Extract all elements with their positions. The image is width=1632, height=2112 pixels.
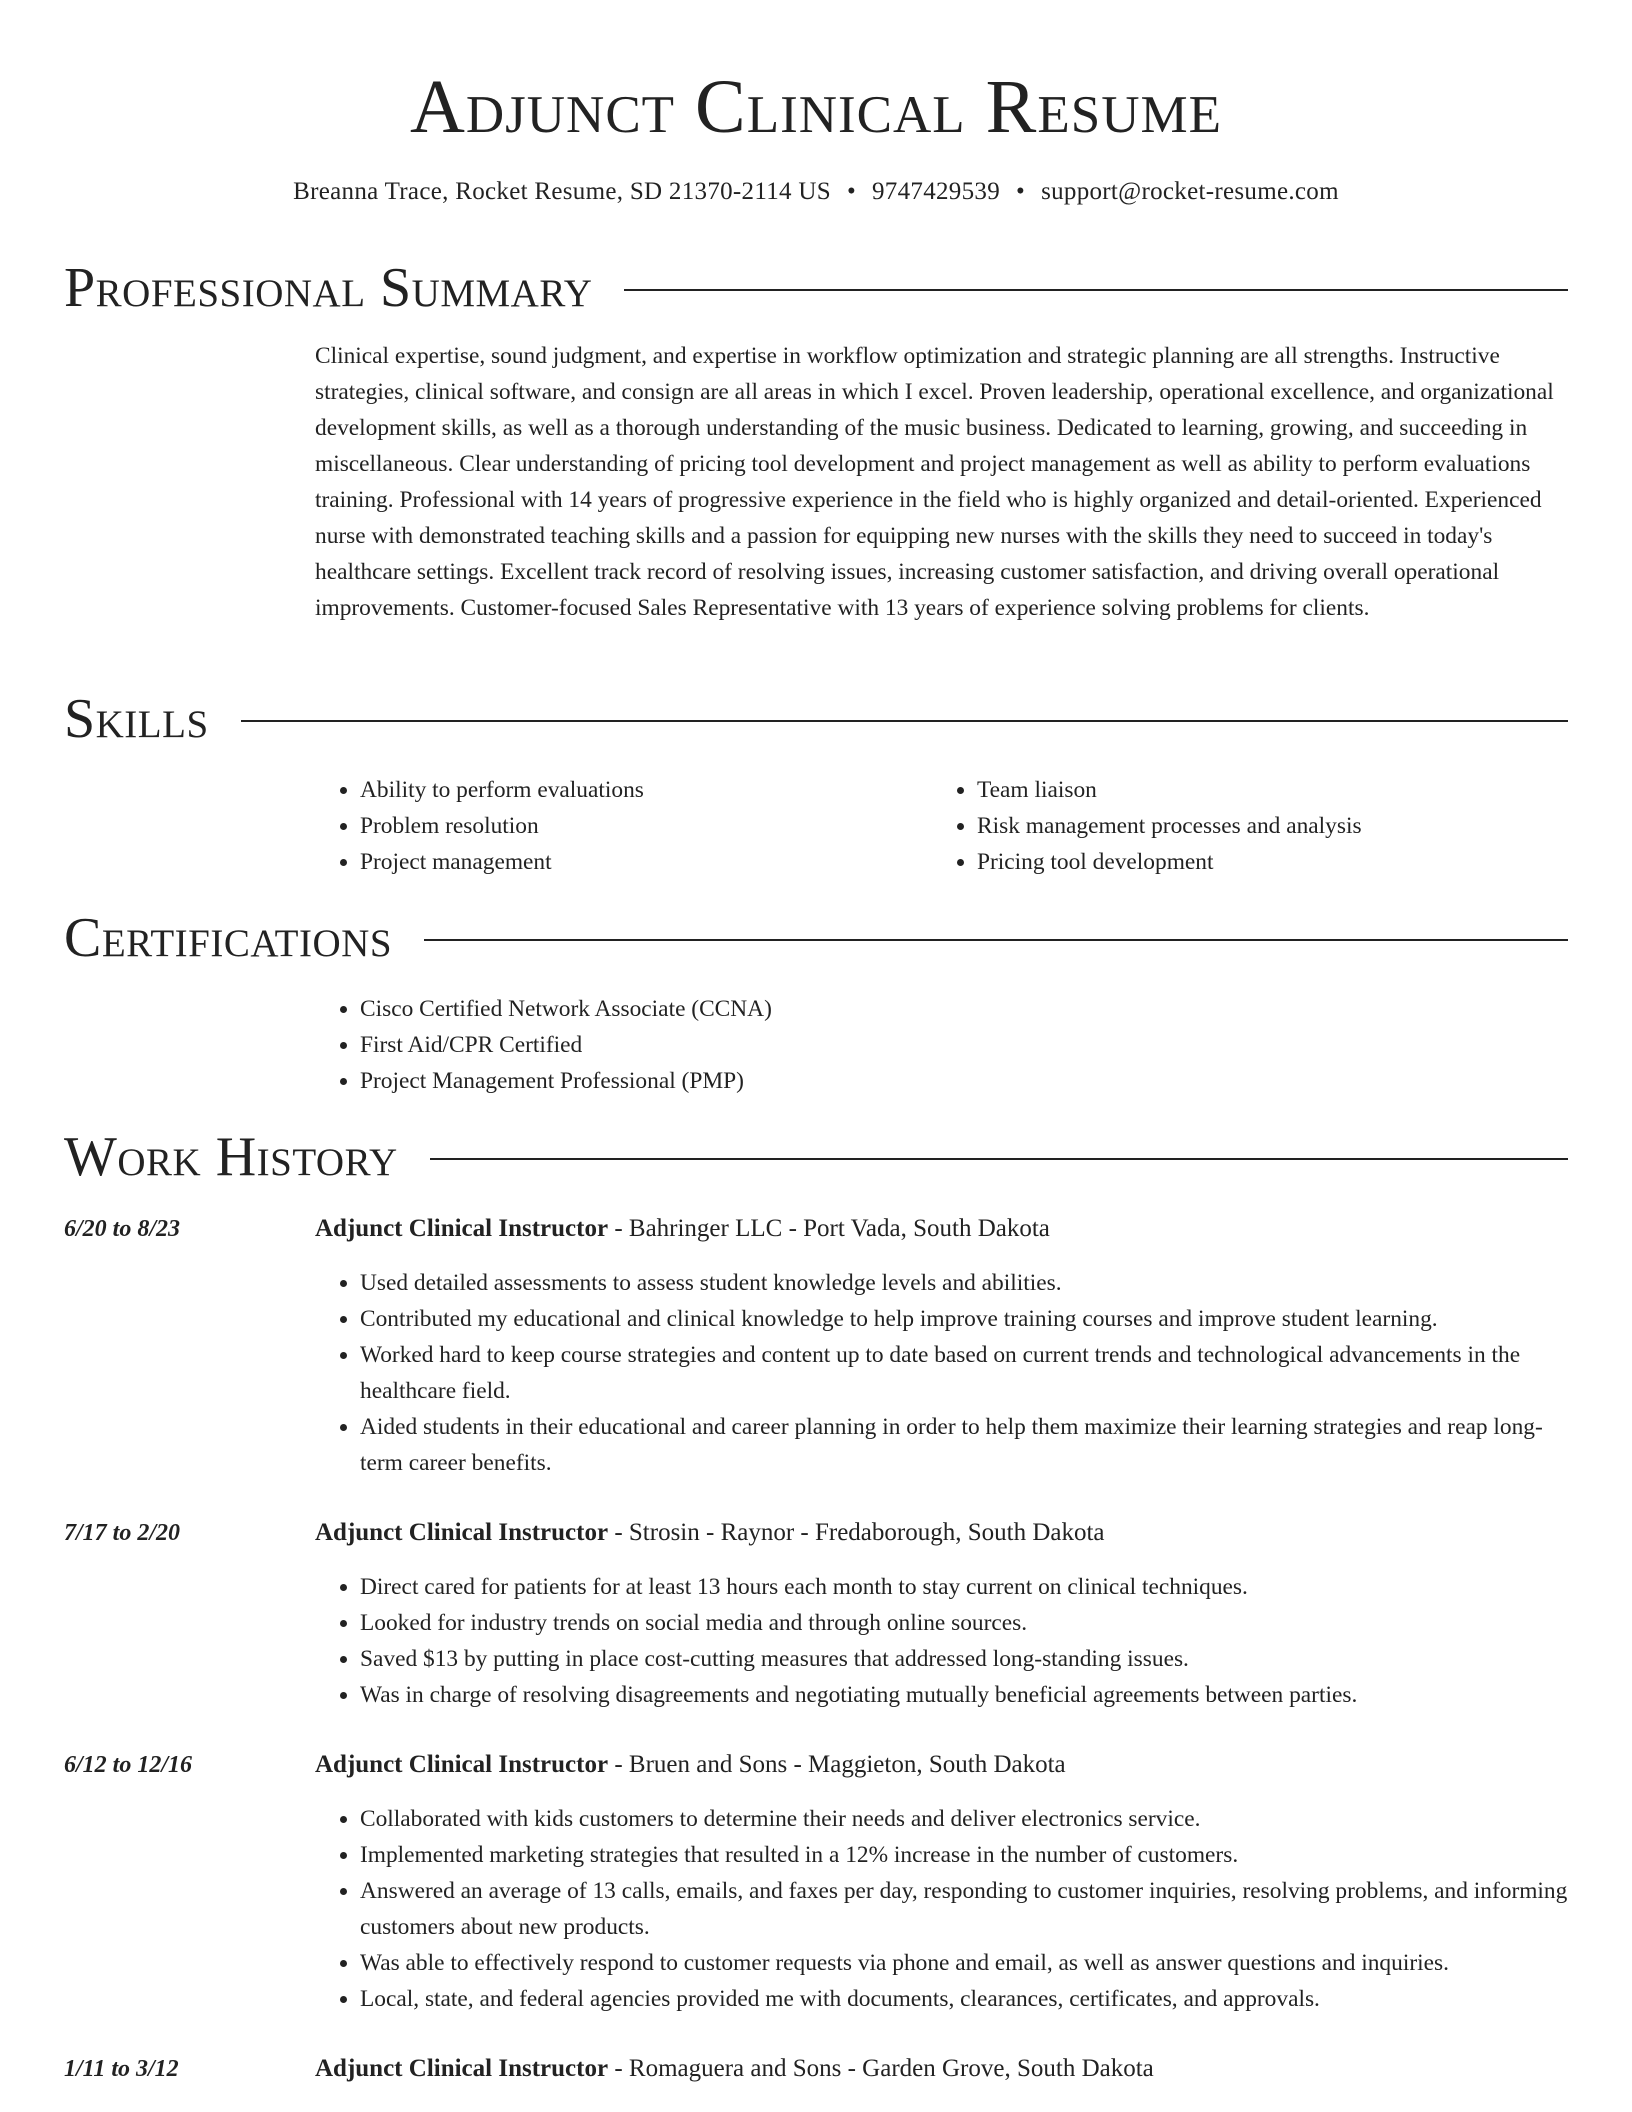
job-title-line <box>315 1211 1568 1247</box>
job-employer: - Strosin - Raynor - Fredaborough, South Dakota <box>608 1519 1105 1546</box>
skill-item: • Team liaison <box>977 772 1552 808</box>
contact-separator: • <box>846 178 856 205</box>
contact-line <box>0 174 1632 210</box>
skill-item: • Ability to perform evaluations <box>360 772 915 808</box>
job-duties <box>315 1801 1575 2017</box>
job-employer: - Romaguera and Sons - Garden Grove, South Dakota <box>608 2055 1154 2082</box>
duty-item: • Was able to effectively respond to customer requests via phone and email, as well as answer questions and inquiries. <box>360 1945 1575 1981</box>
job-dates: 6/12 to 12/16 <box>64 1752 193 1778</box>
job-dates: 1/11 to 3/12 <box>64 2056 179 2082</box>
skill-item: • Risk management processes and analysis <box>977 808 1552 844</box>
skill-item: • Project management <box>360 844 915 880</box>
job-role: Adjunct Clinical Instructor <box>315 2055 609 2082</box>
job-employer: - Bruen and Sons - Maggieton, South Dakota <box>608 1751 1066 1778</box>
section-title-skills: Skills <box>64 688 209 750</box>
certification-item: • First Aid/CPR Certified <box>360 1027 1515 1063</box>
duty-item: • Worked hard to keep course strategies and content up to date based on current trends and technological advancements in the healthcare field. <box>360 1337 1575 1409</box>
job-dates: 7/17 to 2/20 <box>64 1520 181 1546</box>
section-header-certifications <box>64 905 1568 971</box>
section-rule <box>424 939 1568 941</box>
job-duties <box>315 1569 1575 1713</box>
job-title-line <box>315 1747 1568 1783</box>
section-header-summary <box>64 255 1568 321</box>
section-title-summary: Professional Summary <box>64 257 593 319</box>
duty-item: • Local, state, and federal agencies provided me with documents, clearances, certificates, and approvals. <box>360 1981 1575 2017</box>
certification-item: • Cisco Certified Network Associate (CCNA) <box>360 991 1515 1027</box>
section-rule <box>241 720 1568 722</box>
certifications-list <box>315 991 1515 1099</box>
duty-item: • Was in charge of resolving disagreements and negotiating mutually beneficial agreements between parties. <box>360 1677 1575 1713</box>
skills-column-left <box>315 772 915 880</box>
section-header-work-history <box>64 1124 1568 1190</box>
job-title-line <box>315 1515 1568 1551</box>
duty-item: • Looked for industry trends on social media and through online sources. <box>360 1605 1575 1641</box>
section-rule <box>624 289 1568 291</box>
job-role: Adjunct Clinical Instructor <box>315 1215 609 1242</box>
duty-item: • Used detailed assessments to assess student knowledge levels and abilities. <box>360 1265 1575 1301</box>
job-employer: - Bahringer LLC - Port Vada, South Dakota <box>608 1215 1050 1242</box>
skills-column-right <box>932 772 1552 880</box>
contact-email: support@rocket-resume.com <box>1041 178 1339 205</box>
duty-item: • Aided students in their educational and career planning in order to help them maximize their learning strategies and reap long-term career benefits. <box>360 1409 1575 1481</box>
job-role: Adjunct Clinical Instructor <box>315 1751 609 1778</box>
contact-phone: 9747429539 <box>872 178 1000 205</box>
job-role: Adjunct Clinical Instructor <box>315 1519 609 1546</box>
duty-item: • Direct cared for patients for at least 13 hours each month to stay current on clinical techniques. <box>360 1569 1575 1605</box>
job-duties <box>315 1265 1575 1481</box>
certification-item: • Project Management Professional (PMP) <box>360 1063 1515 1099</box>
resume-title: Adjunct Clinical Resume <box>409 65 1223 149</box>
duty-item: • Saved $13 by putting in place cost-cutting measures that addressed long-standing issues. <box>360 1641 1575 1677</box>
contact-address: Breanna Trace, Rocket Resume, SD 21370-2114 US <box>293 178 831 205</box>
section-header-skills <box>64 686 1568 752</box>
contact-separator: • <box>1016 178 1026 205</box>
section-rule <box>430 1158 1568 1160</box>
duty-item: • Collaborated with kids customers to determine their needs and deliver electronics service. <box>360 1801 1575 1837</box>
duty-item: • Answered an average of 13 calls, emails, and faxes per day, responding to customer inquiries, resolving problems, and informing customers about new products. <box>360 1873 1575 1945</box>
duty-item: • Contributed my educational and clinical knowledge to help improve training courses and improve student learning. <box>360 1301 1575 1337</box>
summary-text: Clinical expertise, sound judgment, and expertise in workflow optimization and strategic planning are all strengths. Instructive strategies, clinical software, and consign are all areas in which I excel. Proven leadership, operational excellence, and organizational development skills, as well as a thorough understanding of the music business. Dedicated to learning, growing, and succeeding in miscellaneous. Clear understanding of pricing tool development and project management as well as ability to perform evaluations training. Professional with 14 years of progressive experience in the field who is highly organized and detail-oriented. Experienced nurse with demonstrated teaching skills and a passion for equipping new nurses with the skills they need to succeed in today's healthcare settings. Excellent track record of resolving issues, increasing customer satisfaction, and driving overall operational improvements. Customer-focused Sales Representative with 13 years of experience solving problems for clients. <box>315 343 1554 621</box>
section-title-certifications: Certifications <box>64 907 393 969</box>
job-dates: 6/20 to 8/23 <box>64 1216 181 1242</box>
job-title-line <box>315 2051 1568 2087</box>
section-title-work-history: Work History <box>64 1126 398 1188</box>
duty-item: • Implemented marketing strategies that resulted in a 12% increase in the number of customers. <box>360 1837 1575 1873</box>
skill-item: • Pricing tool development <box>977 844 1552 880</box>
skill-item: • Problem resolution <box>360 808 915 844</box>
